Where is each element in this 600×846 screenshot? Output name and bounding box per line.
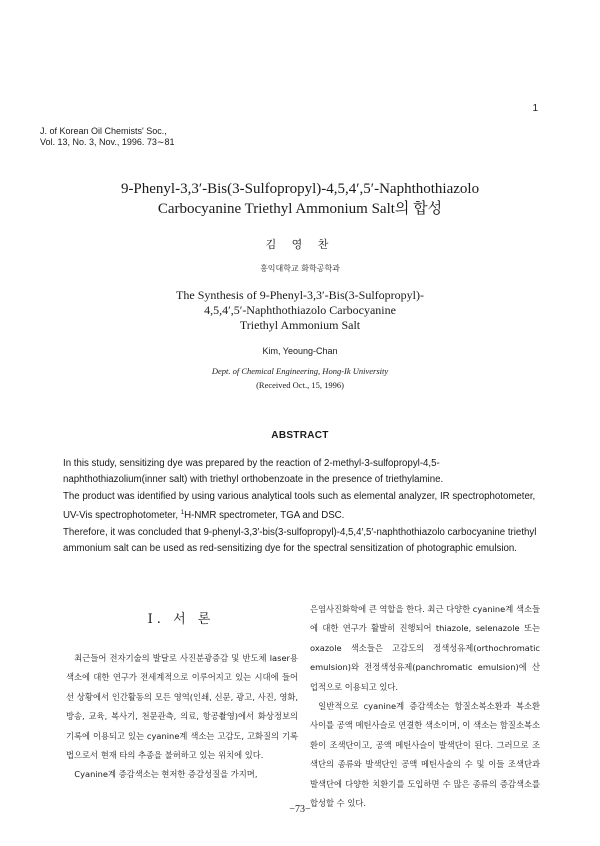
abstract-p2-part-b: H-NMR spectrometer, TGA and DSC. bbox=[184, 510, 345, 522]
left-paragraph-2: Cyanine계 증감색소는 현저한 증감성질을 가지며, bbox=[74, 769, 258, 780]
journal-citation bbox=[40, 126, 174, 148]
title-en-line-2: 4,5,4′,5′-Naphthothiazolo Carbocyanine bbox=[204, 303, 396, 317]
title-ko-line-2: Carbocyanine Triethyl Ammonium Salt의 합성 bbox=[157, 201, 443, 217]
author-korean: 김 영 찬 bbox=[265, 238, 335, 251]
abstract-paragraph-3: Therefore, it was concluded that 9-phenyl-3,3′-bis(3-sulfopropyl)-4,5,4′,5′-naphthothiazolo carbocyanine triethyl ammonium salt can be used as red-sensitizing dye for the spectral sensitization of photographic emulsion. bbox=[63, 526, 537, 555]
abstract-heading: ABSTRACT bbox=[271, 430, 329, 441]
paper-title-english bbox=[60, 288, 540, 333]
section-heading-introduction: I. 서 론 bbox=[147, 612, 215, 627]
page-footer-number: −73− bbox=[289, 804, 311, 815]
title-en-line-1: The Synthesis of 9-Phenyl-3,3′-Bis(3-Sulfopropyl)- bbox=[176, 288, 424, 302]
journal-line-2: Vol. 13, No. 3, Nov., 1996. 73∼81 bbox=[40, 137, 175, 147]
column-left bbox=[66, 649, 298, 785]
abstract-paragraph-1: In this study, sensitizing dye was prepared by the reaction of 2-methyl-3-sulfopropyl-4,5-naphthothiazolium(inner salt) with triethyl orthobenzoate in the presence of triethylamine. bbox=[63, 458, 444, 486]
received-date: (Received Oct., 15, 1996) bbox=[256, 380, 344, 390]
abstract-p2-superscript: 1 bbox=[180, 510, 185, 517]
abstract-paragraph-2 bbox=[63, 489, 543, 525]
affiliation-korean: 홍익대학교 화학공학과 bbox=[260, 264, 340, 273]
journal-line-1: J. of Korean Oil Chemists' Soc., bbox=[40, 126, 167, 136]
right-paragraph-1: 은염사진화학에 큰 역할을 한다. 최근 다양한 cyanine계 색소들에 대한 연구가 활발히 진행되어 thiazole, selenazole 또는 oxazole 색소들은 고감도의 정색성유제(orthochromatic emulsion)와 전정색성유제(panchromatic emulsion)에 산업적으로 이용되고 있다. bbox=[310, 604, 540, 692]
paper-title-korean bbox=[30, 179, 570, 219]
page-number: 1 bbox=[532, 103, 538, 114]
title-ko-line-1: 9-Phenyl-3,3′-Bis(3-Sulfopropyl)-4,5,4′,5′-Naphthothiazolo bbox=[120, 181, 480, 197]
left-paragraph-1: 최근들어 전자기술의 발달로 사진분광증감 및 반도체 laser용 색소에 대한 연구가 전세계적으로 이루어지고 있는 시대에 들어 선 상황에서 인간활동의 모든 영역(인쇄, 신문, 광고, 사진, 영화, 방송, 교육, 복사기, 천문관측, 의료, 항공촬영)에서 화상정보의 기록에 이용되고 있는 cyanine계 색소는 고감도, 고화질의 기록법으로서 현재 타의 추종을 불허하고 있는 위치에 있다. bbox=[66, 653, 298, 761]
abstract-body bbox=[63, 456, 543, 558]
abstract-p2-part-a: The product was identified by using various analytical tools such as elemental analyzer, IR spectrophotometer, UV-Vis spectrophotometer, bbox=[63, 490, 536, 522]
department-english: Dept. of Chemical Engineering, Hong-Ik University bbox=[211, 366, 389, 376]
column-right bbox=[310, 600, 540, 813]
author-english: Kim, Yeoung-Chan bbox=[262, 346, 338, 356]
title-en-line-3: Triethyl Ammonium Salt bbox=[239, 318, 361, 332]
right-paragraph-2: 일반적으로 cyanine계 증감색소는 함질소복소환과 복소환 사이를 공액 메틴사슬로 연결한 색소이며, 이 색소는 함질소복소환이 조색단이고, 공액 메틴사슬이 발색단이 된다. 그러므로 조색단의 종류와 발색단인 공액 메틴사슬의 수 및 이들 조색단과 발색단에 다양한 치환기를 도입하면 수 많은 종류의 증감색소를 합성할 수 있다. bbox=[310, 701, 540, 809]
